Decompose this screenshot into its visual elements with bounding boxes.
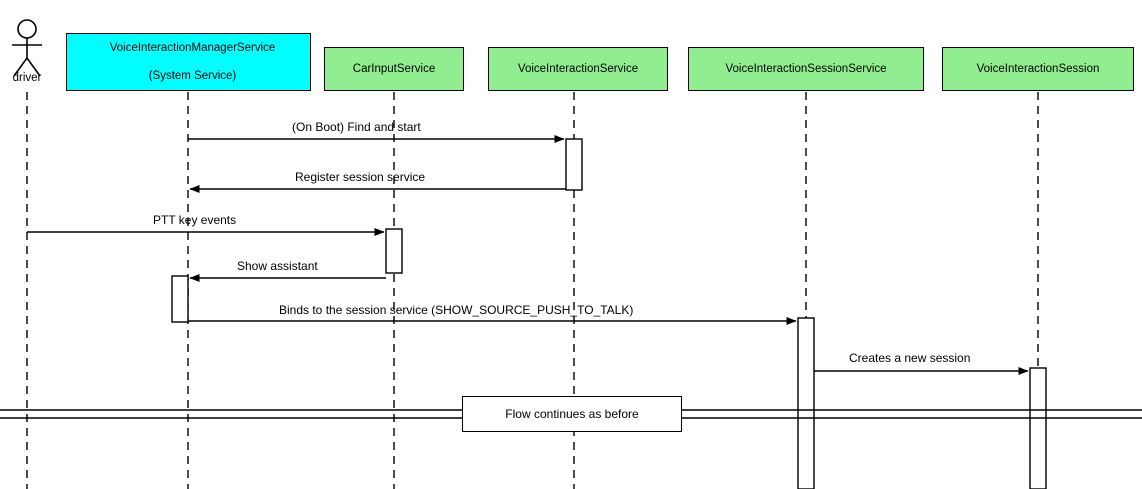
participant-voiceinteractionmanagerservice[interactable]	[66, 33, 311, 91]
participant-label: VoiceInteractionService	[517, 63, 639, 75]
message-label-binds-to-the-session-service: Binds to the session service (SHOW_SOURCE_PUSH_TO_TALK)	[279, 303, 634, 317]
message-label-show-assistant: Show assistant	[237, 259, 318, 273]
note-flow-continues-as-before: Flow continues as before	[462, 396, 682, 432]
participant-carinputservice[interactable]	[324, 47, 464, 91]
message-label-on-boot-find-and-start: (On Boot) Find and start	[292, 120, 421, 134]
message-label-ptt-key-events: PTT key events	[153, 213, 237, 227]
participant-label: VoiceInteractionSession	[976, 63, 1100, 75]
participant-label-line1: VoiceInteractionManagerService	[109, 42, 276, 54]
message-label-creates-a-new-session: Creates a new session	[849, 351, 971, 365]
participant-label: CarInputService	[352, 63, 436, 75]
actor-driver-figure	[12, 20, 42, 76]
message-arrows	[27, 139, 1028, 371]
message-label-register-session-service: Register session service	[295, 170, 426, 184]
participant-label: VoiceInteractionSessionService	[725, 63, 887, 75]
participant-voiceinteractionservice[interactable]	[488, 47, 668, 91]
participant-label-line2: (System Service)	[148, 70, 237, 82]
participant-voiceinteractionsessionservice[interactable]	[688, 47, 924, 91]
actor-driver-label: driver	[12, 72, 42, 84]
participant-voiceinteractionsession[interactable]	[942, 47, 1134, 91]
